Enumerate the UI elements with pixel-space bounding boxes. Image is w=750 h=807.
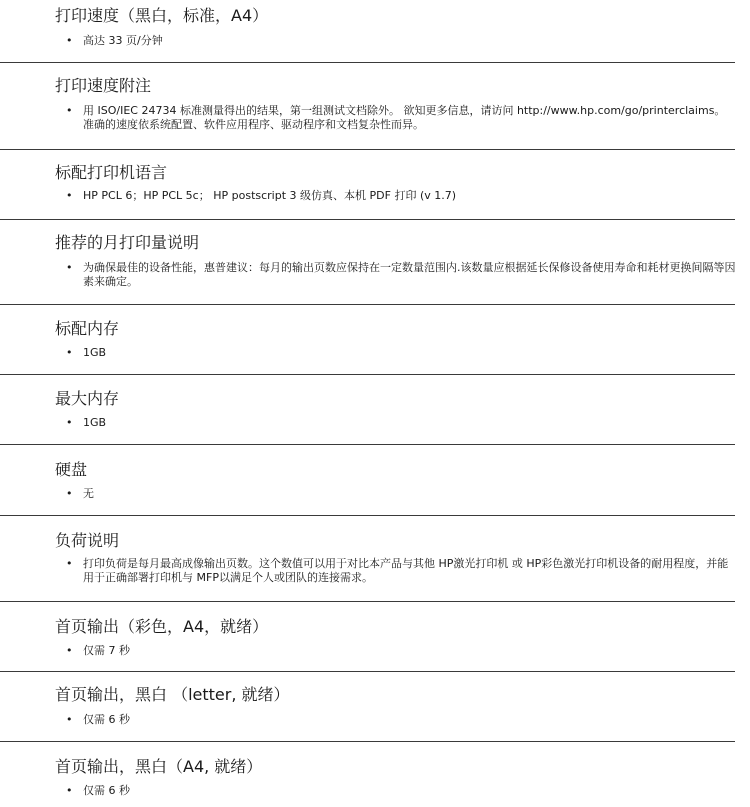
spec-value-text: 为确保最佳的设备性能，惠普建议：每月的输出页数应保持在一定数量范围内.该数量应根据延长保修设备使用寿命和耗材更换间隔等因素来确定。 xyxy=(83,261,736,288)
spec-value-text: HP PCL 6；HP PCL 5c； HP postscript 3 级仿真、本机 PDF 打印 (v 1.7) xyxy=(83,189,457,202)
spec-value xyxy=(66,713,738,727)
bullet-icon: • xyxy=(66,487,73,500)
spec-value-text: 仅需 6 秒 xyxy=(83,784,130,797)
spec-value xyxy=(66,487,738,501)
spec-value xyxy=(66,346,738,360)
divider xyxy=(0,219,735,220)
divider xyxy=(0,149,735,150)
spec-value xyxy=(66,557,738,585)
spec-title: 硬盘 xyxy=(55,460,88,479)
divider xyxy=(0,444,735,445)
spec-value xyxy=(66,261,738,289)
spec-value-text: 1GB xyxy=(83,346,107,359)
spec-title: 标配内存 xyxy=(55,319,120,338)
spec-title: 打印速度（黑白，标准，A4） xyxy=(55,6,269,25)
spec-value-text: 1GB xyxy=(83,416,107,429)
spec-title: 推荐的月打印量说明 xyxy=(55,233,200,252)
spec-value-text: 无 xyxy=(83,487,94,500)
spec-value xyxy=(66,416,738,430)
spec-value-text: 仅需 6 秒 xyxy=(83,713,130,726)
bullet-icon: • xyxy=(66,416,73,429)
spec-title: 首页输出，黑白（A4, 就绪） xyxy=(55,757,263,776)
spec-value xyxy=(66,104,738,132)
divider xyxy=(0,304,735,305)
spec-value xyxy=(66,644,738,658)
spec-title: 负荷说明 xyxy=(55,531,120,550)
spec-value-text: 打印负荷是每月最高成像输出页数。这个数值可以用于对比本产品与其他 HP激光打印机 或 HP彩色激光打印机设备的耐用程度，并能用于正确部署打印机与 MFP以满足个人或团队的连接需求。 xyxy=(83,557,729,584)
spec-title: 首页输出，黑白 （letter, 就绪） xyxy=(55,685,290,704)
divider xyxy=(0,515,735,516)
spec-value xyxy=(66,34,738,48)
spec-value-text: 仅需 7 秒 xyxy=(83,644,130,657)
spec-value-text: 用 ISO/IEC 24734 标准测量得出的结果，第一组测试文档除外。 欲知更多信息，请访问 http://www.hp.com/go/printerclaims。 准确的速度依系统配置、软件应用程序、驱动程序和文档复杂性而异。 xyxy=(83,104,726,131)
spec-title: 标配打印机语言 xyxy=(55,163,168,182)
bullet-icon: • xyxy=(66,784,73,797)
bullet-icon: • xyxy=(66,261,73,274)
spec-value xyxy=(66,784,738,798)
spec-title: 首页输出（彩色，A4，就绪） xyxy=(55,617,269,636)
divider xyxy=(0,601,735,602)
spec-title: 打印速度附注 xyxy=(55,76,152,95)
bullet-icon: • xyxy=(66,557,73,570)
divider xyxy=(0,741,735,742)
spec-value xyxy=(66,189,738,203)
bullet-icon: • xyxy=(66,713,73,726)
spec-value-text: 高达 33 页/分钟 xyxy=(83,34,163,47)
bullet-icon: • xyxy=(66,644,73,657)
bullet-icon: • xyxy=(66,104,73,117)
divider xyxy=(0,62,735,63)
divider xyxy=(0,374,735,375)
divider xyxy=(0,671,735,672)
spec-title: 最大内存 xyxy=(55,389,120,408)
bullet-icon: • xyxy=(66,189,73,202)
bullet-icon: • xyxy=(66,346,73,359)
bullet-icon: • xyxy=(66,34,73,47)
